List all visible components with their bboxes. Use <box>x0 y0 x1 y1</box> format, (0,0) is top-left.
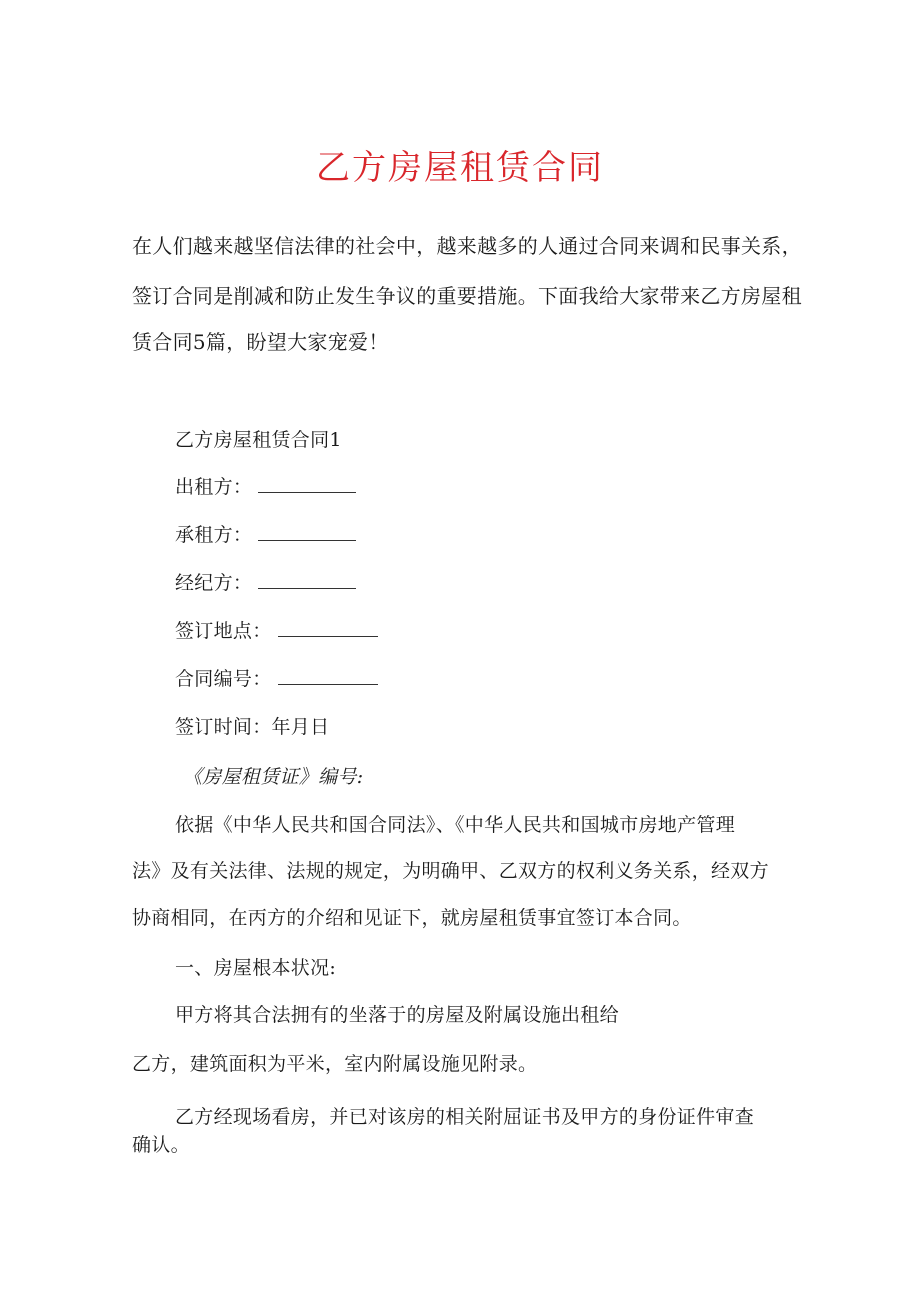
lessee-field <box>175 522 356 548</box>
contract-no-blank <box>278 666 378 685</box>
sign-place-label: 签订地点： <box>175 620 272 642</box>
broker-label: 经纪方： <box>175 572 253 594</box>
contract-heading: 乙方房屋租赁合同1 <box>175 429 342 451</box>
sign-place-field <box>175 618 378 644</box>
basis-line: 依据《中华人民共和国合同法》、《中华人民共和国城市房地产管理 <box>175 814 736 836</box>
intro-line: 在人们越来越坚信法律的社会中，越来越多的人通过合同来调和民事关系， <box>132 234 802 258</box>
lease-certificate-number: 《房屋租赁证》编号: <box>183 766 364 788</box>
broker-field <box>175 570 356 596</box>
lessor-blank <box>258 474 356 493</box>
section-1-line: 甲方将其合法拥有的坐落于的房屋及附属设施出租给 <box>175 1004 619 1026</box>
intro-line: 签订合同是削减和防止发生争议的重要措施。下面我给大家带来乙方房屋租 <box>132 284 802 308</box>
section-1-heading: 一、房屋根本状况: <box>175 957 337 979</box>
sign-place-blank <box>278 618 378 637</box>
lessor-label: 出租方： <box>175 476 253 498</box>
section-1-line: 乙方经现场看房，并已对该房的相关附屈证书及甲方的身份证件审查 <box>175 1106 755 1128</box>
basis-line: 法》及有关法律、法规的规定，为明确甲、乙双方的权利义务关系，经双方 <box>132 860 769 882</box>
lessor-field <box>175 474 356 500</box>
contract-no-field <box>175 666 378 692</box>
contract-no-label: 合同编号： <box>175 668 272 690</box>
broker-blank <box>258 570 356 589</box>
section-1-line: 乙方，建筑面积为平米，室内附属设施见附录。 <box>132 1053 538 1075</box>
lessee-label: 承租方： <box>175 524 253 546</box>
lessee-blank <box>258 522 356 541</box>
intro-line: 赁合同5篇，盼望大家宠爱！ <box>132 330 389 354</box>
section-1-line: 确认。 <box>132 1134 190 1156</box>
sign-time-field: 签订时间：年月日 <box>175 716 330 738</box>
basis-line: 协商相同，在丙方的介绍和见证下，就房屋租赁事宜签订本合同。 <box>132 907 692 929</box>
document-title: 乙方房屋租赁合同 <box>316 148 604 188</box>
